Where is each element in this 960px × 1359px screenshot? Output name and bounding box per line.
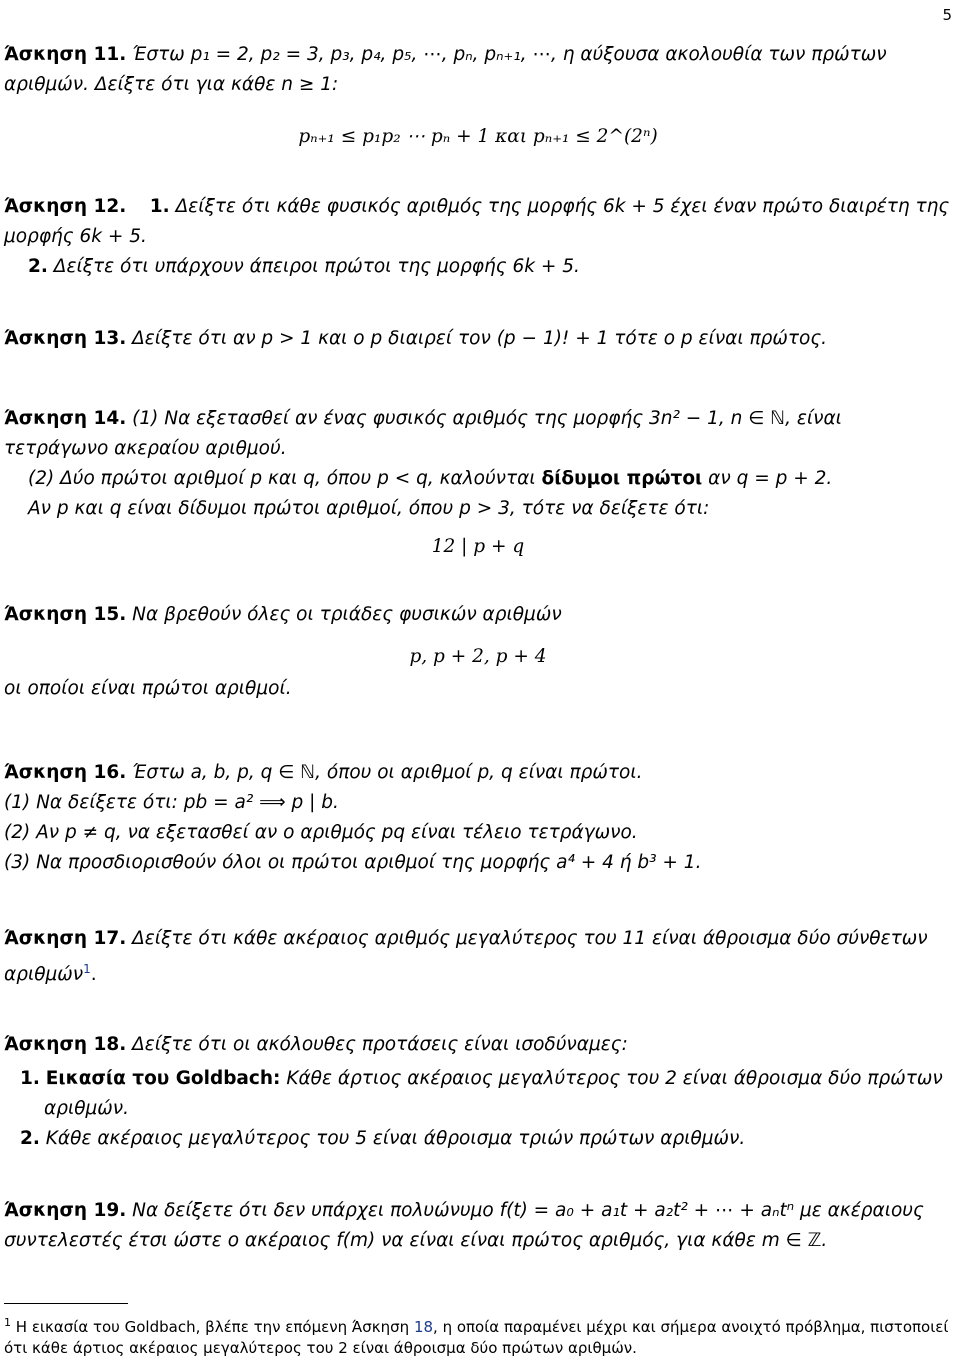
exercise-12 [4, 192, 952, 282]
exercise-part: (2) Δύο πρώτοι αριθμοί p και q, όπου p < q, καλούνται [28, 468, 536, 489]
exercise-heading: Άσκηση 17. [4, 928, 127, 949]
bold-term: Εικασία του Goldbach: [45, 1068, 281, 1089]
bold-term: δίδυμοι πρώτοι [541, 468, 703, 489]
exercise-text: Δείξτε ότι αν p > 1 και ο p διαιρεί τον (p − 1)! + 1 τότε ο p είναι πρώτος. [132, 328, 828, 349]
exercise-17 [4, 924, 952, 990]
exercise-part: Αν p και q είναι δίδυμοι πρώτοι αριθμοί, όπου p > 3, τότε να δείξετε ότι: [28, 498, 710, 519]
exercise-text-2: οι οποίοι είναι πρώτοι αριθμοί. [4, 678, 292, 699]
page-number: 5 [942, 6, 952, 24]
list-item [4, 1124, 952, 1154]
exercise-heading: Άσκηση 12. [4, 196, 127, 217]
exercise-heading: Άσκηση 13. [4, 328, 127, 349]
exercise-formula: pₙ₊₁ ≤ p₁p₂ ⋯ pₙ + 1 και pₙ₊₁ ≤ 2^(2ⁿ) [298, 126, 658, 147]
exercise-18 [4, 1030, 952, 1154]
exercise-formula: p, p + 2, p + 4 [409, 646, 547, 667]
exercise-14 [4, 404, 952, 562]
exercise-part: (2) Αν p ≠ q, να εξετασθεί αν ο αριθμός pq είναι τέλειο τετράγωνο. [4, 822, 638, 843]
exercise-heading: Άσκηση 11. [4, 44, 127, 65]
footnote-text: Η εικασία του Goldbach, βλέπε την επόμενη Άσκηση [15, 1318, 410, 1336]
exercise-11 [4, 40, 952, 152]
exercise-13 [4, 324, 952, 354]
item-text: Κάθε άρτιος ακέραιος μεγαλύτερος του 2 είναι άθροισμα δύο πρώτων αριθμών. [44, 1068, 943, 1119]
footnote-marker[interactable]: 1 [83, 962, 91, 976]
exercise-heading: Άσκηση 14. [4, 408, 127, 429]
exercise-text: Έστω a, b, p, q ∈ ℕ, όπου οι αριθμοί p, q είναι πρώτοι. [132, 762, 643, 783]
exercise-formula: 12 | p + q [431, 536, 525, 557]
exercise-heading: Άσκηση 16. [4, 762, 127, 783]
exercise-heading: Άσκηση 15. [4, 604, 127, 625]
exercise-text: Έστω p₁ = 2, p₂ = 3, p₃, p₄, p₅, ⋯, pₙ, pₙ₊₁, ⋯, η αύξουσα ακολουθία των πρώτων αριθμών. Δείξτε ότι για κάθε n ≥ 1: [4, 44, 887, 95]
item-number: 2. [20, 1128, 40, 1149]
exercise-text: Να βρεθούν όλες οι τριάδες φυσικών αριθμών [132, 604, 562, 625]
item-text: Δείξτε ότι κάθε φυσικός αριθμός της μορφής 6k + 5 έχει έναν πρώτο διαιρέτη της μορφής 6k + 5. [4, 196, 950, 247]
exercise-text: Δείξτε ότι κάθε ακέραιος αριθμός μεγαλύτερος του 11 είναι άθροισμα δύο σύνθετων αριθμών [4, 928, 928, 986]
footnote-text-2: , η οποία παραμένει μέχρι και σήμερα ανοιχτό πρόβλημα, πιστοποιεί ότι κάθε άρτιος ακέραιος μεγαλύτερος του 2 είναι άθροισμα δύο πρώτων αριθμών. [4, 1318, 949, 1357]
exercise-19 [4, 1196, 952, 1256]
exercise-part: (3) Να προσδιορισθούν όλοι οι πρώτοι αριθμοί της μορφής a⁴ + 4 ή b³ + 1. [4, 852, 702, 873]
footnote-number: 1 [4, 1316, 11, 1329]
exercise-text: Δείξτε ότι οι ακόλουθες προτάσεις είναι ισοδύναμες: [132, 1034, 628, 1055]
exercise-text: Να δείξετε ότι δεν υπάρχει πολυώνυμο f(t) = a₀ + a₁t + a₂t² + ⋯ + aₙtⁿ με ακέραιους συντελεστές έτσι ώστε ο ακέραιος f(m) να είναι είναι πρώτος αριθμός, για κάθε m ∈ ℤ. [4, 1200, 924, 1251]
footnote-link[interactable]: 18 [413, 1318, 434, 1336]
footnote-rule [4, 1303, 128, 1304]
footnote [4, 1312, 952, 1359]
item-text: Δείξτε ότι υπάρχουν άπειροι πρώτοι της μορφής 6k + 5. [53, 256, 580, 277]
exercise-heading: Άσκηση 19. [4, 1200, 127, 1221]
item-number: 1. [20, 1068, 40, 1089]
exercise-part: αν q = p + 2. [708, 468, 833, 489]
exercise-part: (1) Να εξετασθεί αν ένας φυσικός αριθμός της μορφής 3n² − 1, n ∈ ℕ, είναι τετράγωνο ακεραίου αριθμού. [4, 408, 842, 459]
item-text: Κάθε ακέραιος μεγαλύτερος του 5 είναι άθροισμα τριών πρώτων αριθμών. [45, 1128, 746, 1149]
exercise-heading: Άσκηση 18. [4, 1034, 127, 1055]
exercise-text-end: . [90, 964, 97, 986]
exercise-part: (1) Να δείξετε ότι: pb = a² ⟹ p | b. [4, 792, 339, 813]
item-number: 2. [28, 256, 48, 277]
exercise-15 [4, 600, 952, 704]
exercise-16 [4, 758, 952, 878]
item-number: 1. [149, 196, 170, 217]
list-item [4, 1064, 952, 1124]
